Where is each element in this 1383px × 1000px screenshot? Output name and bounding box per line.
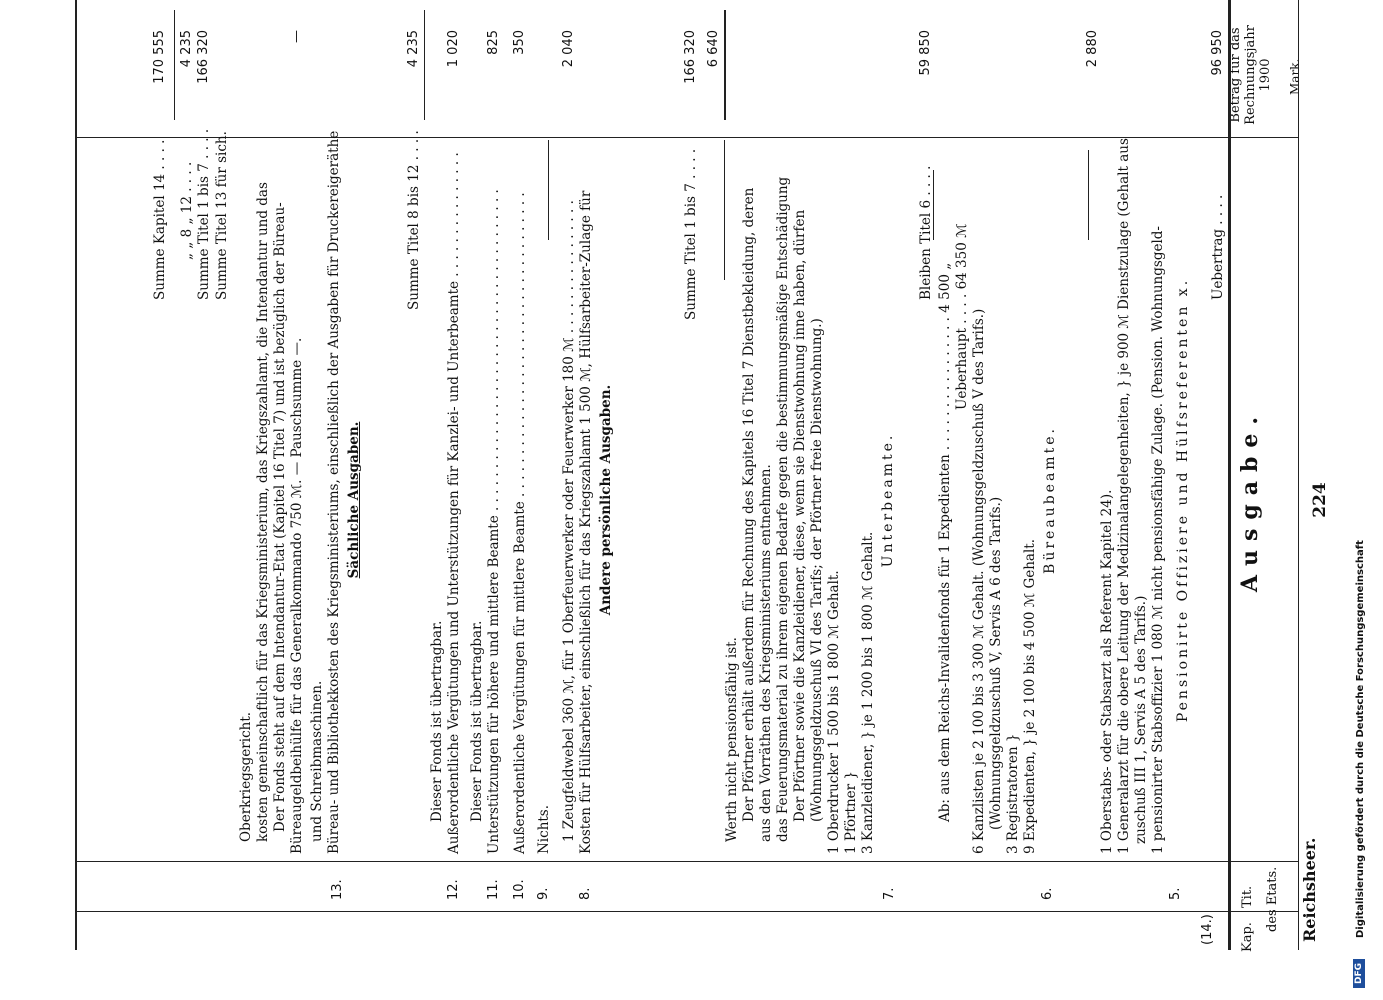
titel-13-l3: Büreaugeldbeihülfe für das Generalkommando 750 ℳ. — Pauschsumme —. <box>289 337 305 854</box>
titel-5-heading: Pensionirte Offiziere und Hülfsreferenten x. <box>1175 277 1191 723</box>
header-left: Reichsheer. <box>1300 837 1319 942</box>
sum17-rule-num <box>724 10 726 120</box>
summe-8-12-label: Summe Titel 8 bis 12 . . . . <box>406 130 422 310</box>
titel-13-num: 13. <box>330 879 345 900</box>
summe-k14-value: 170 555 <box>152 30 167 84</box>
titel-10-value: 350 <box>512 30 527 55</box>
titel-8-rule <box>548 140 549 240</box>
titel-6-l7: Bleiben Titel 6 . . . . <box>918 165 934 300</box>
col-line-betrag <box>75 137 1298 138</box>
titel-10-num: 10. <box>512 879 527 900</box>
titel-6-l4: 6 Kanzlisten je 2 100 bis 3 300 ℳ Gehalt. (Wohnungsgeldzuschuß V des Tarifs.) <box>971 308 987 854</box>
uebertrag-value: 96 950 <box>1210 30 1225 76</box>
top-rule <box>1228 0 1231 950</box>
titel-6-heading: Büreaubeamte. <box>1042 426 1058 574</box>
titel-7-l9: Werth nicht pensionsfähig ist. <box>724 637 740 842</box>
titel-13-value: — <box>289 30 304 43</box>
titel-6-value: 59 850 <box>918 30 933 76</box>
andere-heading: Andere persönliche Ausgaben. <box>598 384 614 616</box>
titel-8-l2: 1 Zeugfeldwebel 360 ℳ, für 1 Oberfeuerwerker oder Feuerwerker 180 ℳ . . . . . . . . . . . . . . . . <box>561 200 577 842</box>
titel-5-value: 2 880 <box>1085 30 1100 68</box>
titel-13-l4: Der Fonds steht auf dem Intendantur-Etat (Kapitel 16 Titel 7) und ist bezüglich der Büreau- <box>272 202 288 832</box>
titel-11-num: 11. <box>486 879 501 900</box>
titel-6-l2: 3 Registratoren } <box>1005 733 1021 854</box>
titel-8-value: 2 040 <box>561 30 576 68</box>
kapitel-number: (14.) <box>1200 914 1215 945</box>
titel-8-l1: Kosten für Hülfsarbeiter, einschließlich für das Kriegszahlamt 1 500 ℳ, Hülfsarbeiter-Zulage für <box>578 190 594 854</box>
titel-7-l2: 1 Pförtner } <box>843 771 859 854</box>
titel-7-l6: das Feuerungsmaterial zu ihrem eigenen Bedarfe gegen die bestimmungsmäßige Entschädigung <box>775 176 791 842</box>
titel-6-l1: 9 Expedienten, } je 2 100 bis 4 500 ℳ Gehalt. <box>1022 539 1038 854</box>
summe-b2-label: „ „ 8 „ 12 . . . . <box>179 161 195 260</box>
footer-badge: DFG <box>1353 959 1365 988</box>
titel-5-rule <box>1088 150 1089 240</box>
titel-6-l6: Ab: aus dem Reichs-Invalidenfonds für 1 Expedienten . . . . . . . . . . . . . . . . 4 500 „ <box>937 262 953 822</box>
titel-13-l6: Oberkriegsgericht. <box>238 711 254 842</box>
summe-8-12-value: 4 235 <box>406 30 421 68</box>
titel-5-l1: 1 pensionirter Stabsoffizier 1 080 ℳ nicht pensionsfähige Zulage. (Pension. Wohnungsgeld- <box>1150 226 1166 854</box>
header-rule <box>1298 0 1299 950</box>
titel-7-l7: aus den Vorräthen des Kriegsministeriums entnehmen. <box>758 464 774 842</box>
col-line-kap <box>75 911 1298 912</box>
summe-1-7-value: 166 320 <box>683 30 698 84</box>
titel-5-l4: 1 Oberstabs- oder Stabsarzt als Referent Kapitel 24). <box>1099 489 1115 854</box>
sum17-rule-text <box>724 140 725 280</box>
titel-13-l1: Büreau- und Bibliothekkosten des Kriegsministeriums, einschließlich der Ausgaben für Druckereigeräthe <box>326 130 342 854</box>
titel-13-l2: und Schreibmaschinen. <box>309 680 325 842</box>
titel-11-l2: Dieser Fonds ist übertragbar. <box>469 620 485 822</box>
col-kap: Kap. <box>1240 922 1255 952</box>
titel-12-l1: Außerordentliche Vergütungen und Unterstützungen für Kanzlei- und Unterbeamte . . . . . . . . . . . . . . . <box>446 152 462 854</box>
titel-5-l2: zuschuß III 1, Servis A 5 des Tarifs.) <box>1133 595 1149 844</box>
titel-7-l4: (Wohnungsgeldzuschuß VI des Tarifs; der Pförtner freie Dienstwohnung.) <box>809 318 825 822</box>
summe-b2-value: 4 235 <box>179 30 194 68</box>
summe-1-7-label: Summe Titel 1 bis 7 . . . . <box>683 148 699 320</box>
titel-11-value: 825 <box>486 30 501 55</box>
page-number: 224 <box>1310 482 1330 518</box>
titel-8-num: 8. <box>578 887 593 900</box>
col-tit: Tit. <box>1240 885 1255 908</box>
sum812-rule <box>424 10 425 120</box>
titel-7-value: 6 640 <box>706 30 721 68</box>
summe-13-label: Summe Titel 13 für sich. <box>214 131 230 300</box>
titel-7-l3: 1 Oberdrucker 1 500 bis 1 800 ℳ Gehalt. <box>826 570 842 854</box>
col-etats: des Etats. <box>1265 866 1280 932</box>
titel-11-l1: Unterstützungen für höhere und mittlere Beamte . . . . . . . . . . . . . . . . . . . . . . . . . . . . . . . . . . . . . . <box>486 189 502 854</box>
summe-b1-value: 166 320 <box>196 30 211 84</box>
saechliche-heading: Sächliche Ausgaben. <box>346 421 362 579</box>
titel-7-heading: Unterbeamte. <box>880 432 896 568</box>
titel-5-num: 5. <box>1168 887 1183 900</box>
titel-12-value: 1 020 <box>446 30 461 68</box>
titel-7-num: 7. <box>882 887 897 900</box>
titel-12-num: 12. <box>446 879 461 900</box>
col-line-text <box>75 861 1298 862</box>
footer-note: Digitalisierung gefördert durch die Deutsche Forschungsgemeinschaft <box>1355 540 1366 938</box>
titel-12-l2: Dieser Fonds ist übertragbar. <box>429 620 445 822</box>
titel-6-l3: (Wohnungsgeldzuschuß V, Servis A 6 des Tarifs.) <box>988 496 1004 830</box>
titel-6-l5: Ueberhaupt . . . . 64 350 ℳ <box>954 223 970 410</box>
titel-7-l1: 3 Kanzleidiener, } je 1 200 bis 1 800 ℳ Gehalt. <box>860 531 876 854</box>
titel-9-num: 9. <box>536 887 551 900</box>
summe-k14-label: Summe Kapitel 14 . . . . <box>152 139 168 300</box>
col-betrag: Betrag für das Rechnungsjahr 1900 <box>1228 25 1273 125</box>
col-mark: Mark. <box>1288 58 1302 95</box>
sum14-rule <box>174 10 175 120</box>
titel-9-l1: Nichts. <box>536 804 552 854</box>
titel-10-l1: Außerordentliche Vergütungen für mittlere Beamte . . . . . . . . . . . . . . . . . . . . . . . . . . . . . . . . . . . . <box>512 192 528 854</box>
titel-13-l5: kosten gemeinschaftlich für das Kriegsministerium, das Kriegszahlamt, die Intendantur und das <box>255 182 271 842</box>
titel-5-l3: 1 Generalarzt für die obere Leitung der Medizinalangelegenheiten, } je 900 ℳ Dienstzulage (Gehalt aus <box>1116 138 1132 854</box>
titel-7-l8: Der Pförtner erhält außerdem für Rechnung des Kapitels 16 Titel 7 Dienstbekleidung, deren <box>741 187 757 822</box>
summe-b1-label: Summe Titel 1 bis 7 . . . . <box>196 128 212 300</box>
uebertrag-label: Uebertrag . . . . <box>1210 194 1226 300</box>
section-title: Ausgabe. <box>1237 407 1263 593</box>
titel-6-num: 6. <box>1040 887 1055 900</box>
titel-7-l5: Der Pförtner sowie die Kanzleidiener, diese, wenn sie Dienstwohnung inne haben, dürfen <box>792 209 808 822</box>
bottom-rule <box>75 0 77 950</box>
